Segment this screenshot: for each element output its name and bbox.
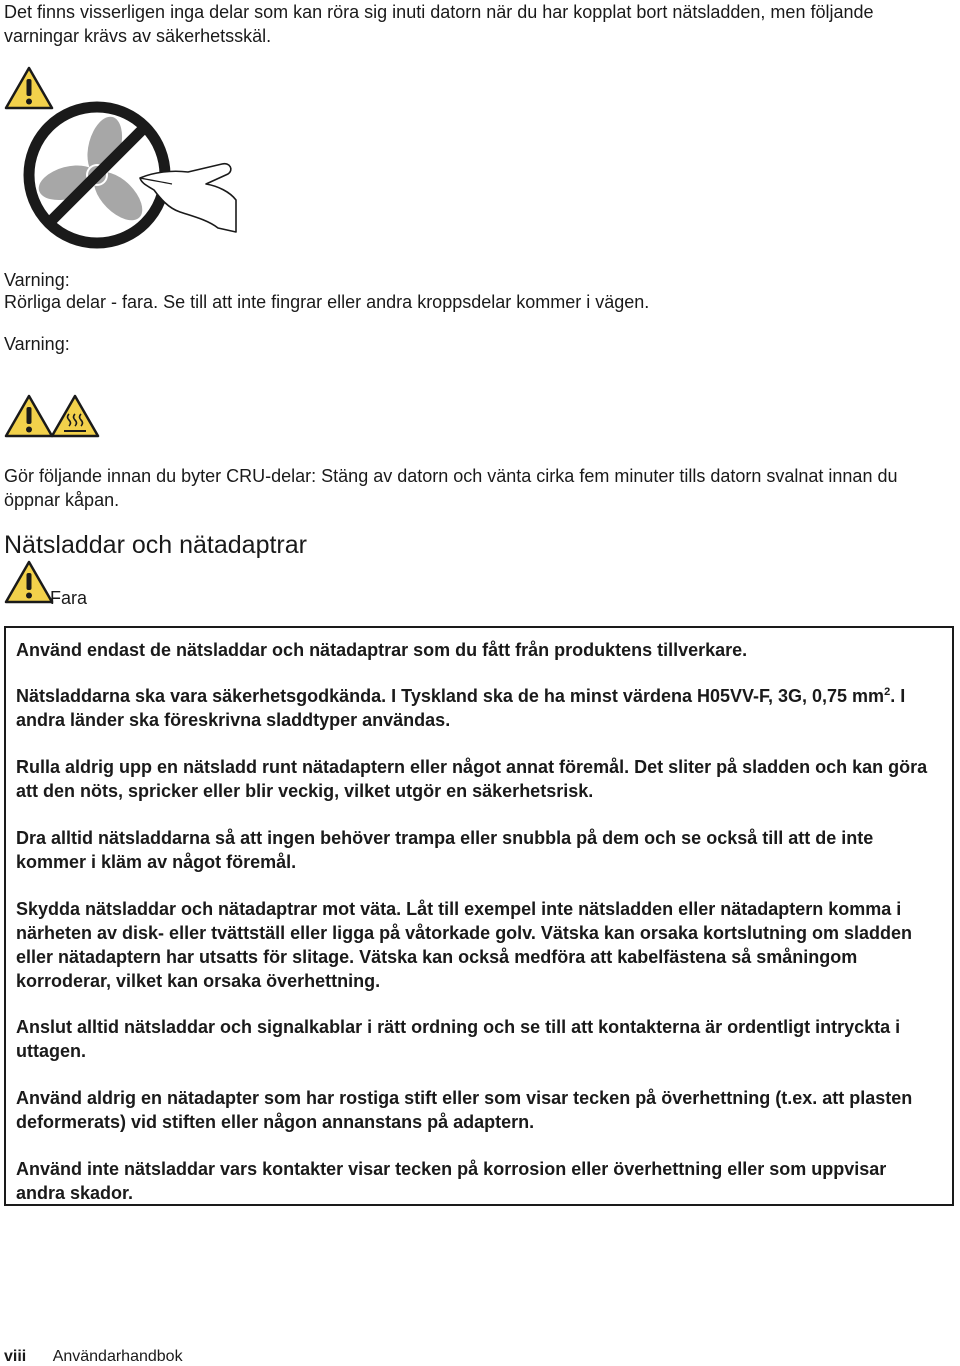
danger-paragraph-7: Använd aldrig en nätadapter som har rostiga stift eller som visar tecken på överhettning (t.ex. att plasten deformerats) vid stiften eller någon annanstans på adaptern. [16,1088,913,1132]
footer [4,1348,183,1366]
warning-triangle-icon [4,560,54,604]
danger-paragraph-8: Använd inte nätsladdar vars kontakter visar tecken på korrosion eller överhettning eller som uppvisar andra skador. [16,1159,887,1203]
danger-paragraph-5: Skydda nätsladdar och nätadaptrar mot väta. Låt till exempel inte nätsladden eller nätadaptern komma i närheten av disk- eller tvättställ eller ligga på våtorkade golv. Vätska kan orsaka kortslutning om sladden eller nätadaptern har utsatts för slitage. Vätska kan också medföra att kabelfästena så småningom korroderar, vilket kan orsaka överhettning. [16,899,912,991]
warning-label-moving-parts: Varning: [4,270,70,290]
hot-surface-icon [50,394,100,438]
danger-paragraph-2: Nätsladdarna ska vara säkerhetsgodkända. I Tyskland ska de ha minst värdena H05VV-F, 3G, 0,75 $mm^2$. I andra länder ska föreskrivna sladdtyper användas. [16,686,906,730]
footer-title: Användarhandbok [52,1348,183,1365]
no-fingers-fan-icon [22,100,242,250]
superscript-2: 2 [884,686,891,698]
danger-box [4,626,954,1206]
intro-text: Det finns visserligen inga delar som kan röra sig inuti datorn när du har kopplat bort nätsladden, men följande varningar krävs av säkerhetsskäl. [4,2,874,46]
danger-paragraph-4: Dra alltid nätsladdarna så att ingen behöver trampa eller snubbla på dem och se också till att de inte kommer i kläm av något föremål. [16,828,874,872]
danger-paragraph-3: Rulla aldrig upp en nätsladd runt nätadaptern eller något annat föremål. Det sliter på sladden och kan göra att den nöts, spricker eller blir veckig, vilket utgör en säkerhetsrisk. [16,757,928,801]
warning-text-heat: Gör följande innan du byter CRU-delar: Stäng av datorn och vänta cirka fem minuter tills datorn svalnat innan du öppnar kåpan. [4,466,898,510]
section-heading: Nätsladdar och nätadaptrar [4,531,307,559]
warning-text-moving-parts: Rörliga delar - fara. Se till att inte fingrar eller andra kroppsdelar kommer i vägen. [4,292,650,312]
danger-paragraph-1: Använd endast de nätsladdar och nätadaptrar som du fått från produktens tillverkare. [16,640,748,660]
danger-paragraph-6: Anslut alltid nätsladdar och signalkablar i rätt ordning och se till att kontakterna är ordentligt intryckta i uttagen. [16,1017,901,1061]
warning-triangle-icon [4,394,54,438]
page-number: viii [4,1348,27,1365]
warning-label-heat: Varning: [4,334,70,354]
danger-label: Fara [50,588,88,608]
